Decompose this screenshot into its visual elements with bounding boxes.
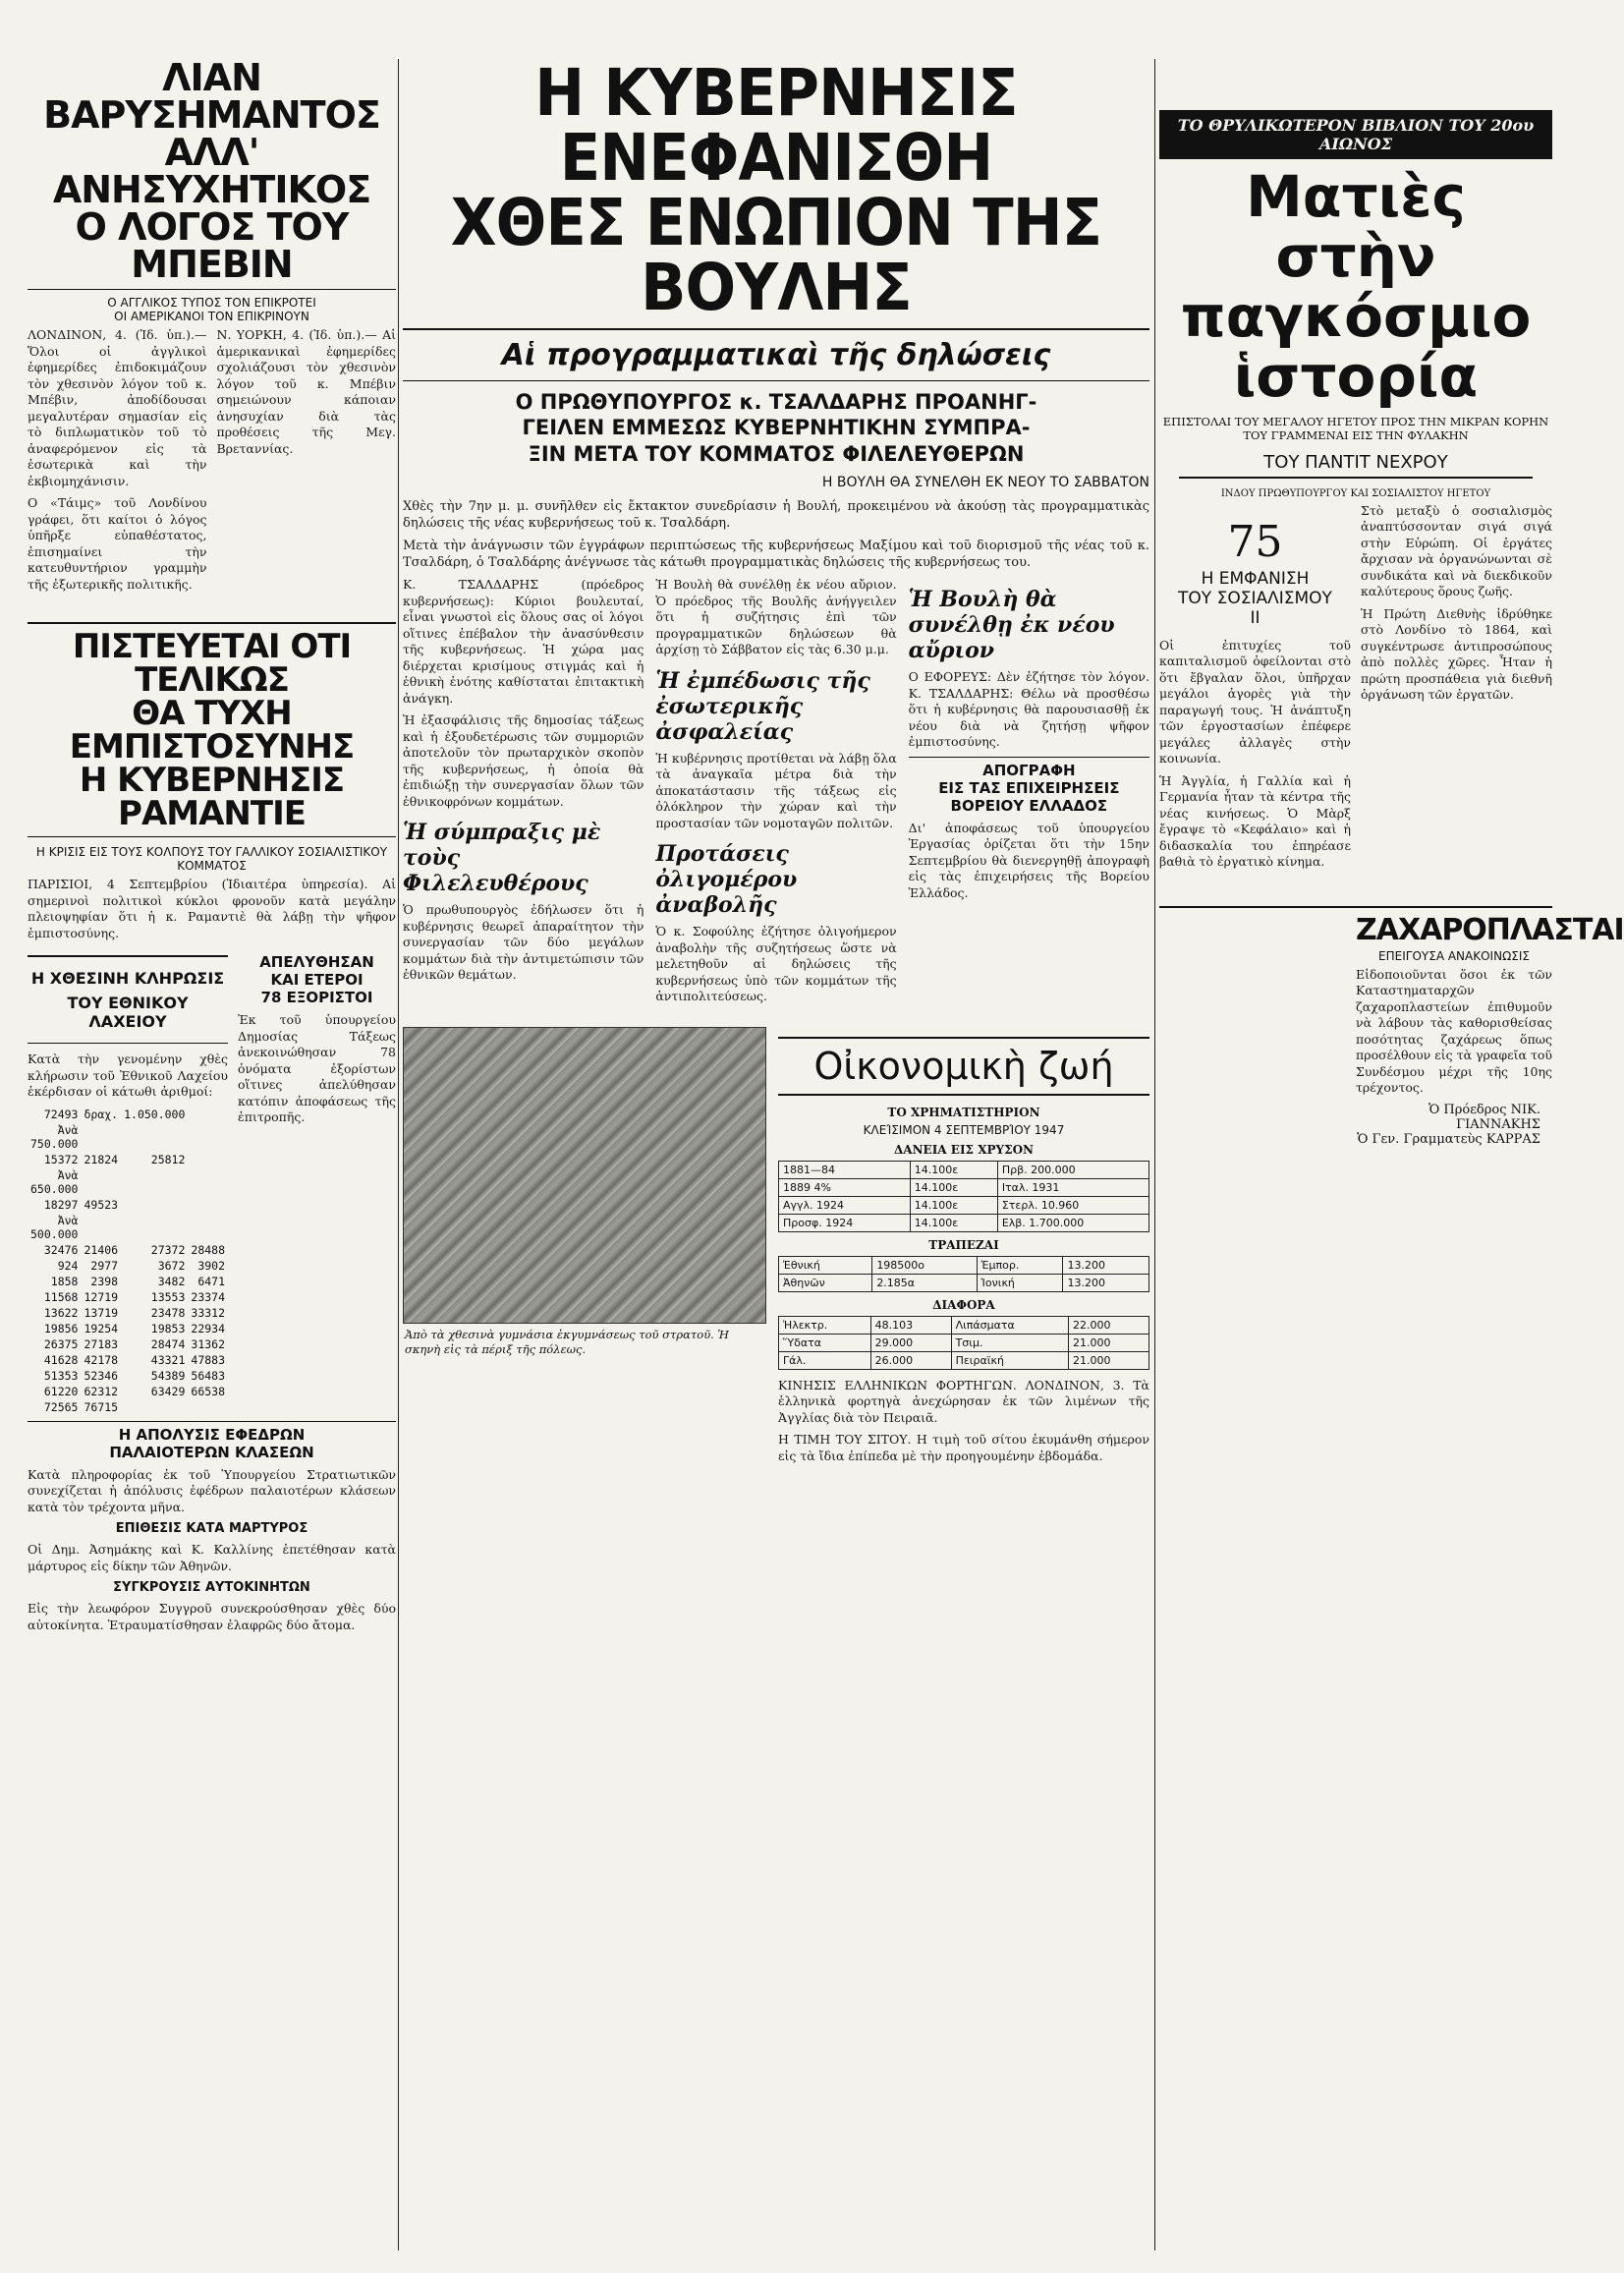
table-cell: 33312 [191, 1305, 226, 1320]
table-cell [121, 1122, 188, 1152]
table-cell: 47883 [191, 1352, 226, 1367]
article-paragraph: Οἱ Δημ. Ἀσημάκης καὶ Κ. Καλλίνης ἐπετέθησαν κατὰ μάρτυρος εἰς δίκην τῶν Ἀθηνῶν. [28, 1542, 396, 1573]
left-headline-2 [28, 627, 396, 833]
article-paragraph: Μετὰ τὴν ἀνάγνωσιν τῶν ἐγγράφων περιπτώσεως τῆς κυβερνήσεως Μαξίμου καὶ τοῦ διορισμοῦ τῆς νέας τοῦ κ. Τσαλδάρη, ὁ Τσαλδάρης ἀνέγνωσε τὰς κάτωθι προγραμματικὰς δηλώσεις τῆς κυβερνήσεως του. [403, 539, 1149, 571]
table-row [779, 1274, 1149, 1291]
misc-table [778, 1316, 1149, 1370]
table-cell: 76715 [84, 1399, 119, 1414]
head-4 [238, 953, 396, 1006]
table-cell: 49523 [84, 1197, 119, 1212]
article-paragraph: Οἱ ἐπιτυχίες τοῦ καπιταλισμοῦ ὀφείλονται στὸ ὅτι ἔβγαλαν ὅλοι, ὑπῆρχαν μεγάλοι ἀγορὲς γιὰ τὴν παραγωγή τους. Ἡ ἀνάπτυξη τῶν ἐργοστασίων ἐπέφερε μεγάλες ἀλλαγὲς στὴν κοινωνία. [1159, 637, 1351, 767]
headline-line: ἱστορία [1233, 342, 1479, 410]
table-cell: 28488 [191, 1242, 226, 1257]
table-cell: 1858 [50, 1274, 79, 1288]
table-cell: 19856 [43, 1321, 79, 1335]
table-cell: 21824 [84, 1152, 119, 1166]
lottery-row [28, 1274, 228, 1289]
left-box-2 [28, 622, 396, 837]
table-cell: 51353 [43, 1368, 79, 1383]
table-row [779, 1334, 1149, 1351]
installment-title [1159, 569, 1351, 628]
table-cell: 12719 [84, 1289, 119, 1304]
signature-line: Ὁ Γεν. Γραμματεὺς ΚΑΡΡΑΣ [1357, 1131, 1540, 1147]
table-cell: Λιπάσματα [951, 1316, 1068, 1334]
table-cell: Ἀνὰ 650.000 [30, 1167, 79, 1196]
table-row [779, 1316, 1149, 1334]
headline-line: Ματιὲς στὴν [1246, 163, 1466, 290]
headline-line: Η ΚΥΒΕΡΝΗΣΙΣ ΕΝΕΦΑΝΙΣΘΗ [534, 55, 1018, 196]
main-subhead: Αἱ προγραμματικαὶ τῆς δηλώσεις [501, 338, 1051, 372]
table-cell: 21406 [84, 1242, 119, 1257]
headline-line: ΘΑ ΤΥΧΗ ΕΜΠΙΣΤΟΣΥΝΗΣ [69, 694, 355, 767]
table-cell: 14.100ε [910, 1178, 997, 1196]
table-cell: 22.000 [1069, 1316, 1149, 1334]
photo-caption: Ἀπὸ τὰ χθεσινὰ γυμνάσια ἐκγυμνάσεως τοῦ στρατοῦ. Ἡ σκηνὴ εἰς τὰ πέριξ τῆς πόλεως. [405, 1327, 729, 1356]
article-paragraph: Κατὰ πληροφορίας ἐκ τοῦ Ὑπουργείου Στρατιωτικῶν συνεχίζεται ἡ ἀπόλυσις ἐφέδρων παλαιοτέρων κλάσεων κατὰ τὸν τρέχοντα μῆνα. [28, 1466, 396, 1514]
table-cell [188, 1107, 228, 1122]
table-cell: 2.185α [872, 1274, 977, 1291]
table-cell [188, 1167, 228, 1197]
table-cell: 1881—84 [779, 1161, 911, 1178]
signature-line: Ὁ Πρόεδρος ΝΙΚ. ΓΙΑΝΝΑΚΗΣ [1428, 1102, 1540, 1132]
article-paragraph: Ο ΕΦΟΡΕΥΣ: Δὲν ἐζήτησε τὸν λόγον. Κ. ΤΣΑΛΔΑΡΗΣ: Θέλω νὰ προσθέσω ὅτι ἡ κυβέρνησις θὰ παρουσιασθῇ ἐκ νέου διὰ νὰ ζητήσῃ ψῆφον ἐμπιστοσύνης. [908, 669, 1149, 750]
installment-number: 75 [1227, 516, 1283, 567]
headline-line: ΑΠΕΛΥΘΗΣΑΝ [259, 953, 374, 971]
article-paragraph: Ἡ ἐξασφάλισις τῆς δημοσίας τάξεως καὶ ἡ ἐξουδετέρωσις τῶν συμμοριῶν ἀποτελοῦν τὸν πρωταρχικὸν σκοπὸν τῆς κυβερνήσεως, ἡ ὁποία θὰ ἐπιδιώξῃ τὴν συνεργασίαν ὅλων τῶν ἐθνικοφρόνων κομμάτων. [403, 712, 644, 809]
table-cell: 66538 [191, 1384, 226, 1398]
economy-title: Οἰκονομικὴ ζωή [778, 1037, 1149, 1096]
table-cell [81, 1213, 121, 1242]
table-cell: Ἐμπορ. [977, 1256, 1063, 1274]
headline-line: ΑΠΟΓΡΑΦΗ [982, 761, 1076, 779]
lottery-block [28, 947, 228, 1415]
lottery-row [28, 1107, 228, 1122]
table-cell: 22934 [191, 1321, 226, 1335]
table-cell: Τσιμ. [951, 1334, 1068, 1351]
table-row [779, 1161, 1149, 1178]
article-paragraph: Ο «Τάιμς» τοῦ Λονδίνου γράφει, ὅτι καίτοι ὁ λόγος ὑπῆρξε εὐπαθέστατος, ἐπισημαίνει τὴν κατευθυντήριον γραμμὴν τῆς ἐξωτερικῆς πολιτικῆς. [28, 495, 207, 592]
article-paragraph: Στὸ μεταξὺ ὁ σοσιαλισμὸς ἀναπτύσσονταν σιγά σιγά στὴν Εὐρώπη. Οἱ ἐργάτες ἄρχισαν νὰ ὀργανώνωνται σὲ συνδικάτα καὶ νὰ διεκδικοῦν καλύτερους ὅρους ζωῆς. [1361, 502, 1552, 599]
table-cell: 27183 [84, 1336, 119, 1351]
main-subdeck: Η ΒΟΥΛΗ ΘΑ ΣΥΝΕΛΘΗ ΕΚ ΝΕΟΥ ΤΟ ΣΑΒΒΑΤΟΝ [821, 474, 1149, 490]
table-cell: Στερλ. 10.960 [997, 1196, 1148, 1214]
right-subline: ΕΠΙΣΤΟΛΑΙ ΤΟΥ ΜΕΓΑΛΟΥ ΗΓΕΤΟΥ ΠΡΟΣ ΤΗΝ ΜΙΚΡΑΝ ΚΟΡΗΝ ΤΟΥ ΓΡΑΜΜΕΝΑΙ ΕΙΣ ΤΗΝ ΦΥΛΑΚΗΝ [1162, 414, 1549, 442]
table-cell [121, 1167, 188, 1197]
headline-line: ΒΟΡΕΙΟΥ ΕΛΛΑΔΟΣ [950, 796, 1108, 815]
table-cell: 14.100ε [910, 1214, 997, 1231]
article-paragraph: ΠΑΡΙΣΙΟΙ, 4 Σεπτεμβρίου (Ἰδιαιτέρα ὑπηρεσία). Αἱ σημερινοὶ πολιτικοὶ κύκλοι φρονοῦν κατὰ μεγάλην πλειοψηφίαν ὅτι ἡ κ. Ραμαντιὲ θὰ λάβῃ τὴν ψῆφον ἐμπιστοσύνης. [28, 877, 396, 940]
headline-line: ΠΙΣΤΕΥΕΤΑΙ ΟΤΙ ΤΕΛΙΚΩΣ [72, 627, 352, 700]
article-paragraph: Ἡ Ἀγγλία, ἡ Γαλλία καὶ ἡ Γερμανία ἦταν τὰ κέντρα τῆς νέας κινήσεως. Ὁ Μὰρξ ἔγραψε τὸ «Κεφάλαιο» καὶ ἡ διδασκαλία του ἐπηρέασε βαθιὰ τὸ ἐργατικὸ κίνημα. [1159, 772, 1351, 870]
table-cell: 2398 [90, 1274, 119, 1288]
table-cell: 52346 [84, 1368, 119, 1383]
gold-loans-table [778, 1161, 1149, 1232]
table-cell [188, 1152, 228, 1167]
table-cell: 23478 [150, 1305, 186, 1320]
deck-line: Ο ΠΡΩΘΥΠΟΥΡΓΟΣ κ. ΤΣΑΛΔΑΡΗΣ ΠΡΟΑΝΗΓ- [515, 390, 1037, 414]
table-cell: Γάλ. [779, 1351, 871, 1369]
table-cell: 28474 [150, 1336, 186, 1351]
notice-subhead: ΕΠΕΙΓΟΥΣΑ ΑΝΑΚΟΙΝΩΣΙΣ [1378, 948, 1530, 963]
lottery-intro: Κατὰ τὴν γενομένην χθὲς κλήρωσιν τοῦ Ἐθνικοῦ Λαχείου ἐκέρδισαν οἱ κάτωθι ἀριθμοί: [28, 1051, 229, 1099]
table-cell: 72493 [43, 1107, 79, 1121]
news-photo [403, 1027, 766, 1324]
left-article-body [28, 327, 396, 598]
headline-line: ΚΑΙ ΕΤΕΡΟΙ [270, 971, 364, 989]
right-divider [1159, 906, 1552, 908]
table-cell: 3672 [157, 1258, 186, 1273]
table-cell: 63429 [150, 1384, 186, 1398]
table-row [779, 1178, 1149, 1196]
right-column [1159, 0, 1624, 2273]
table-cell: Προσφ. 1924 [779, 1214, 911, 1231]
table-cell: 14.100ε [910, 1161, 997, 1178]
table-cell [81, 1122, 121, 1152]
lottery-title-line: ΤΟΥ ΕΘΝΙΚΟΥ ΛΑΧΕΙΟΥ [67, 994, 189, 1031]
article-paragraph: Ἡ Πρώτη Διεθνὴς ἱδρύθηκε στὸ Λονδίνο τὸ 1864, καὶ συγκέντρωσε ἀντιπροσώπους ἀπὸ πολλὲς χῶρες. Ἦταν ἡ πρώτη προσπάθεια γιὰ διεθνῆ ὀργάνωση τῶν ἐργατῶν. [1361, 605, 1552, 703]
table-cell: 14.100ε [910, 1196, 997, 1214]
table-cell [188, 1213, 228, 1242]
deck-line: ΓΕΙΛΕΝ ΕΜΜΕΣΩΣ ΚΥΒΕΡΝΗΤΙΚΗΝ ΣΥΜΠΡΑ- [522, 416, 1031, 440]
table-cell: 2977 [90, 1258, 119, 1273]
lottery-row [28, 1167, 228, 1197]
right-article-columns [1159, 503, 1552, 877]
exchange-title: ΤΟ ΧΡΗΜΑΤΙΣΤΗΡΙΟΝ [887, 1105, 1040, 1119]
table-cell: Ἐθνική [779, 1256, 872, 1274]
table-cell: Αγγλ. 1924 [779, 1196, 911, 1214]
lottery-title [28, 955, 228, 1044]
left-side-articles [238, 947, 396, 1415]
table-cell: 56483 [191, 1368, 226, 1383]
lottery-row [28, 1197, 228, 1213]
title-line: ΙΙ [1250, 607, 1260, 628]
table-cell: 29.000 [870, 1334, 951, 1351]
title-line: ΤΟΥ ΣΟΣΙΑΛΙΣΜΟΥ [1178, 588, 1332, 608]
article-paragraph: Κ. ΤΣΑΛΔΑΡΗΣ (πρόεδρος κυβερνήσεως): Κύριοι βουλευταί, εἶναι γνωστοὶ εἰς ὅλους σας οἱ λόγοι οἵτινες ἐπέβαλον τὴν ἀνασύνθεσιν τῆς κυβερνήσεως. Ἡ χώρα μας διέρχεται κρισίμους στιγμάς καὶ ἡ ἐθνικὴ ἐνότης καθίσταται ἐπιτακτικὴ ἀνάγκη. [403, 577, 644, 706]
lottery-row [28, 1336, 228, 1352]
column-divider [1154, 59, 1155, 2250]
table-cell: Ἰονική [977, 1274, 1063, 1291]
lottery-row [28, 1122, 228, 1152]
table-cell: 43321 [150, 1352, 186, 1367]
fin-label-3: ΔΙΑΦΟΡΑ [932, 1297, 995, 1312]
table-cell: 198500ο [872, 1256, 977, 1274]
economy-paragraph: ΚΙΝΗΣΙΣ ΕΛΛΗΝΙΚΩΝ ΦΟΡΤΗΓΩΝ. ΛΟΝΔΙΝΟΝ, 3. Τὰ ἑλληνικὰ φορτηγὰ ἀνεχώρησαν ἐκ τῶν λιμένων τῆς Ἀγγλίας διὰ τὸν Πειραιᾶ. [778, 1377, 1149, 1425]
table-cell [188, 1122, 228, 1152]
table-cell: 54389 [150, 1368, 186, 1383]
table-cell: 924 [57, 1258, 79, 1273]
economy-section [778, 1027, 1149, 1471]
lottery-row [28, 1321, 228, 1336]
table-cell: 48.103 [870, 1316, 951, 1334]
headline-line: Ο ΛΟΓΟΣ ΤΟΥ ΜΠΕΒΙΝ [75, 205, 349, 286]
table-cell: 6471 [197, 1274, 226, 1288]
table-cell [121, 1399, 188, 1415]
table-cell: 3482 [157, 1274, 186, 1288]
headline-line: ΧΘΕΣ ΕΝΩΠΙΟΝ ΤΗΣ ΒΟΥΛΗΣ [450, 185, 1102, 325]
article-paragraph: Εἰς τὴν λεωφόρον Συγγροῦ συνεκρούσθησαν χθὲς δύο αὐτοκίνητα. Ἐτραυματίσθησαν ἐλαφρῶς δύο ἄτομα. [28, 1601, 396, 1632]
center-column [403, 0, 1149, 2273]
lottery-row [28, 1242, 228, 1258]
table-cell: 25812 [150, 1152, 186, 1166]
article-paragraph: Ἡ κυβέρνησις προτίθεται νὰ λάβῃ ὅλα τὰ ἀναγκαῖα μέτρα διὰ τὴν ἀποκατάστασιν τῆς τάξεως εἰς ὁλόκληρον τὴν χώραν καὶ τὴν προστασίαν τῶν νομοταγῶν πολιτῶν. [655, 750, 897, 830]
lottery-title-line: Η ΧΘΕΣΙΝΗ ΚΛΗΡΩΣΙΣ [30, 969, 225, 988]
lottery-row [28, 1368, 228, 1384]
article-paragraph: Ν. ΥΟΡΚΗ, 4. (Ἰδ. ὑπ.).— Αἱ ἀμερικανικαὶ ἐφημερίδες σχολιάζουσι τὸν χθεσινὸν λόγον τοῦ κ. Μπέβιν σημειώνουν κάποιαν ἀνησυχίαν διὰ τὰς προθέσεις τῆς Μεγ. Βρεταννίας. [216, 327, 396, 456]
center-subhead-e [909, 757, 1149, 815]
notice-headline: ΖΑΧΑΡΟΠΛΑΣΤΑΙ [1356, 912, 1624, 947]
right-headline [1159, 163, 1552, 410]
table-cell: 23374 [191, 1289, 226, 1304]
author-name: ΤΟΥ ΠΑΝΤΙΤ ΝΕΧΡΟΥ [1179, 452, 1533, 479]
center-subhead-b: Ἡ σύμπραξις μὲ τοὺς Φιλελευθέρους [403, 820, 601, 897]
table-cell [121, 1213, 188, 1242]
table-cell: 21.000 [1069, 1351, 1149, 1369]
left-kicker-2: Η ΚΡΙΣΙΣ ΕΙΣ ΤΟΥΣ ΚΟΛΠΟΥΣ ΤΟΥ ΓΑΛΛΙΚΟΥ ΣΟΣΙΑΛΙΣΤΙΚΟΥ ΚΟΜΜΑΤΟΣ [35, 845, 388, 873]
table-cell: 72565 [43, 1399, 79, 1414]
table-cell: 13553 [150, 1289, 186, 1304]
table-cell: 26.000 [870, 1351, 951, 1369]
article-paragraph: Ὁ κ. Σοφούλης ἐζήτησε ὀλιγοήμερον ἀναβολὴν τῆς συζητήσεως ὥστε νὰ μελετηθοῦν αἱ δηλώσεις τῆς κυβερνήσεως ὑπὸ τῶν κομμάτων τῆς ἀντιπολιτεύσεως. [655, 924, 897, 1004]
table-cell: Πρβ. 200.000 [997, 1161, 1148, 1178]
notice-paragraph: Εἰδοποιοῦνται ὅσοι ἐκ τῶν Καταστηματαρχῶν ζαχαροπλαστείων ἐπιθυμοῦν νὰ λάβουν τὰς καθορισθείσας ποσότητας ζαχάρεως ὅπως προσέλθουν εἰς τὰ γραφεῖα τοῦ Συνδέσμου μέχρι τῆς 10ης τρέχοντος. [1356, 966, 1552, 1096]
fin-label-2: ΤΡΑΠΕΖΑΙ [928, 1237, 999, 1252]
left-column [28, 0, 396, 2273]
head-5: ΕΠΙΘΕΣΙΣ ΚΑΤΑ ΜΑΡΤΥΡΟΣ [115, 1521, 308, 1536]
table-cell: Ἀθηνῶν [779, 1274, 872, 1291]
series-banner: ΤΟ ΘΡΥΛΙΚΩΤΕΡΟΝ ΒΙΒΛΙΟΝ ΤΟΥ 20ου ΑΙΩΝΟΣ [1159, 110, 1552, 159]
lottery-row [28, 1384, 228, 1399]
article-paragraph: Ἡ Βουλὴ θὰ συνέλθῃ ἐκ νέου αὔριον. Ὁ πρόεδρος τῆς Βουλῆς ἀνήγγειλεν ὅτι ἡ συζήτησις ἐπὶ τῶν προγραμματικῶν δηλώσεων θὰ ἀρχίσῃ τὸ Σάββατον εἰς τὰς 6.30 μ.μ. [655, 577, 897, 657]
table-cell: Πειραϊκή [951, 1351, 1068, 1369]
table-cell: δραχ. [84, 1107, 119, 1121]
table-cell: Ἀνὰ 500.000 [30, 1213, 79, 1241]
left-lower-grid [28, 947, 396, 1415]
article-paragraph: Ἐκ τοῦ ὑπουργείου Δημοσίας Τάξεως ἀνεκοινώθησαν 78 ὀνόματα ἐξορίστων οἵτινες ἀπελύθησαν κατόπιν ἀποφάσεως τῆς ἐπιτροπῆς. [238, 1012, 396, 1124]
center-subhead-a: Ἡ ἐμπέδωσις τῆς ἐσωτερικῆς ἀσφαλείας [655, 667, 870, 745]
banks-table [778, 1256, 1149, 1292]
table-cell: Ἀνὰ 750.000 [30, 1122, 79, 1151]
table-cell: 32476 [43, 1242, 79, 1257]
title-line: Η ΕΜΦΑΝΙΣΗ [1201, 568, 1310, 589]
headline-line: ΑΛΛ' ΑΝΗΣΥΧΗΤΙΚΟΣ [52, 131, 371, 211]
lottery-row [28, 1213, 228, 1242]
deck-line: ΞΙΝ ΜΕΤΑ ΤΟΥ ΚΟΜΜΑΤΟΣ ΦΙΛΕΛΕΥΘΕΡΩΝ [528, 441, 1025, 466]
table-cell: 1.050.000 [124, 1107, 186, 1121]
table-cell: 19254 [84, 1321, 119, 1335]
headline-line: Η ΚΥΒΕΡΝΗΣΙΣ ΡΑΜΑΝΤΙΕ [79, 761, 345, 833]
headline-line: ΕΙΣ ΤΑΣ ΕΠΙΧΕΙΡΗΣΕΙΣ [938, 778, 1120, 797]
table-cell [188, 1197, 228, 1213]
headline-line: παγκόσμιο [1180, 282, 1532, 350]
table-cell: 42178 [84, 1352, 119, 1367]
table-cell: Ἠλεκτρ. [779, 1316, 871, 1334]
left-kicker [28, 296, 396, 323]
center-subhead-d: Προτάσεις ὀλιγομέρου ἀναβολῆς [655, 841, 798, 919]
headline-line: Η ΑΠΟΛΥΣΙΣ ΕΦΕΔΡΩΝ [118, 1425, 306, 1444]
article-paragraph: Χθὲς τὴν 7ην μ. μ. συνῆλθεν εἰς ἔκτακτον συνεδρίασιν ἡ Βουλή, προκειμένου νὰ ἀκούσῃ τὰς προγραμματικὰς δηλώσεις τῆς νέας κυβερνήσεως τοῦ κ. Τσαλδάρη. [403, 498, 1149, 531]
table-cell: 27372 [150, 1242, 186, 1257]
fin-label-1: ΔΑΝΕΙΑ ΕΙΣ ΧΡΥΣΟΝ [893, 1142, 1035, 1157]
main-deck [403, 389, 1149, 467]
article-paragraph: ΛΟΝΔΙΝΟΝ, 4. (Ἰδ. ὑπ.).— Ὅλοι οἱ ἀγγλικοὶ ἐφημερίδες ἐπιδοκιμάζουν τὸν χθεσινὸν λόγον τοῦ κ. Μπέβιν, ἀποδίδουσαι μεγαλυτέραν σημασίαν εἰς τὸ διπλωματικὸν τοῦ τὸ ἀναφερόμενον εἰς τὰ ἐσωτερικὰ καὶ τὴν ἐκβιομηχάνισιν. [28, 327, 207, 488]
article-paragraph: Ὁ πρωθυπουργὸς ἐδήλωσεν ὅτι ἡ κυβέρνησις θεωρεῖ ἀπαραίτητον τὴν συνεργασίαν τῶν δύο μεγάλων κομμάτων διὰ τὴν ἀντιμετώπισιν τῶν ἐθνικῶν θεμάτων. [403, 902, 644, 983]
table-row [779, 1196, 1149, 1214]
table-cell [188, 1399, 228, 1415]
lottery-row [28, 1352, 228, 1368]
table-cell [121, 1197, 188, 1213]
table-cell: 31362 [191, 1336, 226, 1351]
head-6: ΣΥΓΚΡΟΥΣΙΣ ΑΥΤΟΚΙΝΗΤΩΝ [113, 1580, 310, 1595]
author-subtitle: ΙΝΔΟΥ ΠΡΩΘΥΠΟΥΡΓΟΥ ΚΑΙ ΣΟΣΙΑΛΙΣΤΟΥ ΗΓΕΤΟΥ [1220, 487, 1491, 499]
main-headline [432, 55, 1119, 325]
headline-line: ΛΙΑΝ ΒΑΡΥΣΗΜΑΝΤΟΣ [43, 56, 380, 137]
kicker-line: Ο ΑΓΓΛΙΚΟΣ ΤΥΠΟΣ ΤΟΝ ΕΠΙΚΡΟΤΕΙ [107, 296, 316, 310]
table-cell: 13.200 [1063, 1256, 1149, 1274]
table-cell: 3902 [197, 1258, 226, 1273]
table-cell: 41628 [43, 1352, 79, 1367]
table-cell: 21.000 [1069, 1334, 1149, 1351]
table-cell: 18297 [43, 1197, 79, 1212]
table-cell: 13622 [43, 1305, 79, 1320]
lottery-table [28, 1107, 228, 1415]
article-paragraph: Δι' ἀποφάσεως τοῦ ὑπουργείου Ἐργασίας ὁρίζεται ὅτι τὴν 15ην Σεπτεμβρίου θὰ διενεργηθῇ ἀπογραφὴ εἰς τὰς ἐπιχειρήσεις τῆς Βορείου Ἑλλάδος. [908, 820, 1149, 900]
table-cell: 61220 [43, 1384, 79, 1398]
table-row [779, 1214, 1149, 1231]
lottery-row [28, 1305, 228, 1321]
table-cell [81, 1167, 121, 1197]
table-cell: Ελβ. 1.700.000 [997, 1214, 1148, 1231]
table-cell: 62312 [84, 1384, 119, 1398]
table-cell: Ὕδατα [779, 1334, 871, 1351]
center-subhead-c: Ἡ Βουλὴ θὰ συνέλθῃ ἐκ νέου αὔριον [908, 587, 1115, 664]
lottery-row [28, 1289, 228, 1305]
table-cell: 26375 [43, 1336, 79, 1351]
photo-block [403, 1027, 766, 1471]
exchange-date: ΚΛΕΊΣΙΜΟΝ 4 ΣΕΠΤΕΜΒΡΊΟΥ 1947 [863, 1122, 1065, 1137]
table-row [779, 1351, 1149, 1369]
center-article-columns [403, 577, 1149, 1011]
notice-block [1356, 912, 1624, 1147]
headline-line: ΠΑΛΑΙΟΤΕΡΩΝ ΚΛΑΣΕΩΝ [109, 1443, 314, 1461]
lottery-row [28, 1399, 228, 1415]
table-cell: 13.200 [1063, 1274, 1149, 1291]
table-cell: 19853 [150, 1321, 186, 1335]
left-headline [28, 56, 396, 286]
column-divider [398, 59, 399, 2250]
table-cell: 1889 4% [779, 1178, 911, 1196]
head-3 [28, 1421, 396, 1461]
headline-line: 78 ΕΞΟΡΙΣΤΟΙ [260, 989, 373, 1006]
economy-paragraph: Η ΤΙΜΗ ΤΟΥ ΣΙΤΟΥ. Η τιμὴ τοῦ σίτου ἐκυμάνθη σήμερον εἰς τὰ ἴδια ἐπίπεδα μὲ τὴν προηγουμένην ἑβδομάδα. [778, 1432, 1149, 1463]
table-cell: Ιταλ. 1931 [997, 1178, 1148, 1196]
table-cell: 15372 [43, 1152, 79, 1166]
lottery-row [28, 1152, 228, 1167]
table-cell: 11568 [43, 1289, 79, 1304]
kicker-line: ΟΙ ΑΜΕΡΙΚΑΝΟΙ ΤΟΝ ΕΠΙΚΡΙΝΟΥΝ [114, 310, 309, 323]
lottery-row [28, 1258, 228, 1274]
notice-signature [1356, 1103, 1540, 1147]
table-row [779, 1256, 1149, 1274]
center-lower [403, 1027, 1149, 1471]
table-cell: 13719 [84, 1305, 119, 1320]
